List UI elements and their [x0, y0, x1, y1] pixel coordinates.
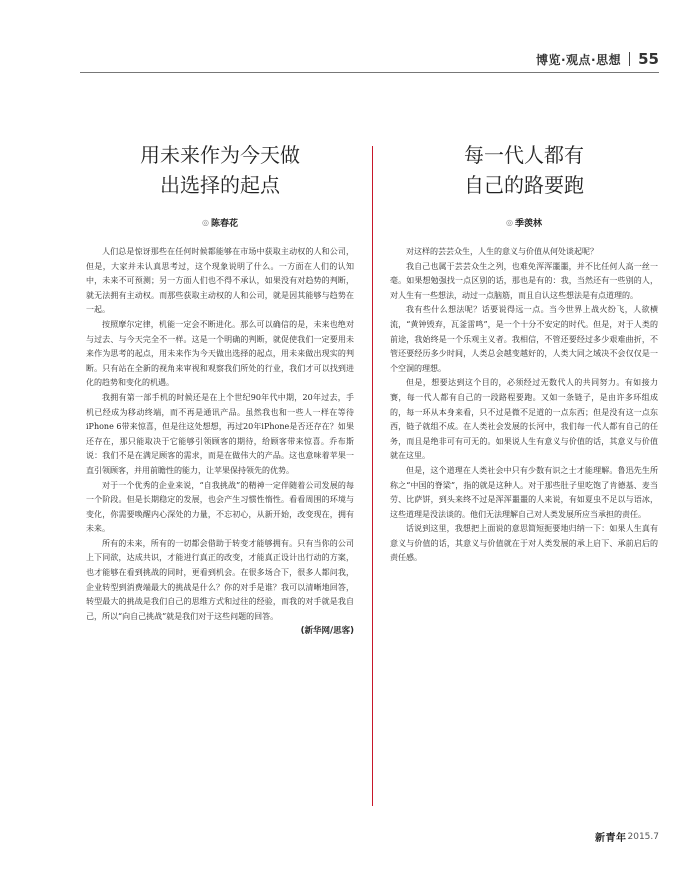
title-line-2: 出选择的起点: [160, 173, 280, 197]
article-left: [86, 140, 354, 638]
paragraph: 但是，想要达到这个目的，必须经过无数代人的共同努力。有如接力赛，每一代人都有自己的一段路程要跑。又如一条链子，是由许多环组成的，每一环从本身来看，只不过是微不足道的一点东西；但是没有这一点东西，链子就组不成。在人类社会发展的长河中，我们每一代人都有自己的任务，而且是绝非可有可无的。如果说人生有意义与价值的话，其意义与价值就在这里。: [390, 378, 658, 461]
author-byline: [86, 215, 354, 229]
paragraph: 话说到这里，我想把上面说的意思简短扼要地归纳一下：如果人生真有意义与价值的话，其意义与价值就在于对人类发展的承上启下、承前启后的责任感。: [390, 524, 658, 563]
header-rule: [80, 72, 659, 73]
bullet-icon: ◎: [202, 217, 209, 227]
header-divider: [629, 52, 630, 66]
page-header: [536, 49, 659, 69]
paragraph: 按照摩尔定律，机能一定会不断进化。那么可以确信的是，未来也绝对与过去、与今天完全不一样。这是一个明确的判断，就促使我们一定要用未来作为思考的起点，用未来作为今天做出选择的起点，用未来做出现实的判断。只有站在全新的视角来审视和观察我们所处的行业，我们才可以找到进化的趋势和变化的机遇。: [86, 319, 354, 388]
paragraph: 对这样的芸芸众生，人生的意义与价值从何处谈起呢？: [406, 247, 598, 256]
title-line-2: 自己的路要跑: [464, 173, 584, 197]
article-title: [86, 140, 354, 200]
paragraph: 我有些什么想法呢？话要说得远一点。当今世界上战火纷飞，人欲横流，“黄钟毁弃，瓦釜雷鸣”，是一个十分不安定的时代。但是，对于人类的前途，我始终是一个乐观主义者。我相信，不管还要经过多少艰难曲折，不管还要经历多少时间，人类总会越变越好的，人类大同之域决不会仅仅是一个空洞的理想。: [390, 305, 658, 373]
title-line-1: 每一代人都有: [464, 143, 584, 167]
article-body: [390, 245, 658, 566]
paragraph: 人们总是惊讶那些在任何时候都能够在市场中获取主动权的人和公司，但是，大家并未认真思考过，这个现象说明了什么。一方面在人们的认知中，未来不可预测；另一方面人们也不得不承认，如果没有对趋势的判断，就无法拥有主动权。而那些获取主动权的人和公司，就是因其能够与趋势在一起。: [86, 247, 354, 315]
bullet-icon: ◎: [506, 217, 513, 227]
section-label: 博览·观点·思想: [536, 52, 622, 67]
author-byline: [390, 215, 658, 229]
paragraph: 我自己也属于芸芸众生之列，也难免浑浑噩噩，并不比任何人高一丝一毫。如果想勉强找一点区别的话，那也是有的：我，当然还有一些别的人，对人生有一些想法，动过一点脑筋，而且自认这些想法是有点道理的。: [390, 261, 658, 300]
paragraph: 对于一个优秀的企业来说，“自我挑战”的精神一定伴随着公司发展的每一个阶段。但是长期稳定的发展，也会产生习惯性惰性。看看周围的环境与变化，你需要唤醒内心深处的力量，不忘初心，从新开始，改变现在，拥有未来。: [86, 480, 354, 534]
article-source: (新华网/思客): [300, 626, 354, 637]
paragraph: 但是，这个道理在人类社会中只有少数有识之士才能理解。鲁迅先生所称之“中国的脊梁”，指的就是这种人。对于那些肚子里吃饱了肯德基、麦当劳、比萨饼，到头来终不过是浑浑噩噩的人来说，有如夏虫不足以与语冰，这些道理是没法谈的。他们无法理解自己对人类发展所应当承担的责任。: [390, 465, 658, 519]
title-line-1: 用未来作为今天做: [140, 143, 300, 167]
page-footer: [595, 829, 659, 844]
column-divider: [372, 146, 373, 806]
issue-date: 2015.7: [627, 831, 659, 842]
author-name: 陈春花: [210, 218, 238, 229]
article-title: [390, 140, 658, 200]
magazine-logo: 新青年: [595, 833, 627, 844]
article-body: [86, 245, 354, 624]
author-name: 季羡林: [514, 218, 542, 229]
page-number: 55: [638, 50, 659, 68]
paragraph: 我拥有第一部手机的时候还是在上个世纪90年代中期，20年过去，手机已经成为移动终端，而不再是通讯产品。虽然我也和一些人一样在等待iPhone 6带来惊喜，但是往这处想想，再过20年iPhone是否还存在？如果还存在，那只能取决于它能够引领顾客的期待，给顾客带来惊喜。乔布斯说：我们不是在满足顾客的需求，而是在做伟大的产品。这也意味着苹果一直引领顾客，并用前瞻性的能力，让苹果保持领先的优势。: [86, 392, 354, 475]
paragraph: 所有的未来，所有的一切都会借助于转变才能够拥有。只有当你的公司上下同欲，达成共识，才能进行真正的改变，才能真正设计出行动的方案，也才能够在看到挑战的同时，更看到机会。在很多场合下，很多人都问我，企业转型到消费端最大的挑战是什么？你的对手是谁？我可以清晰地回答，转型最大的挑战是我们自己的思维方式和过往的经验，而我的对手就是我自己，所以“向自己挑战”就是我们对于这些问题的回答。: [86, 538, 354, 621]
article-right: [390, 140, 658, 566]
